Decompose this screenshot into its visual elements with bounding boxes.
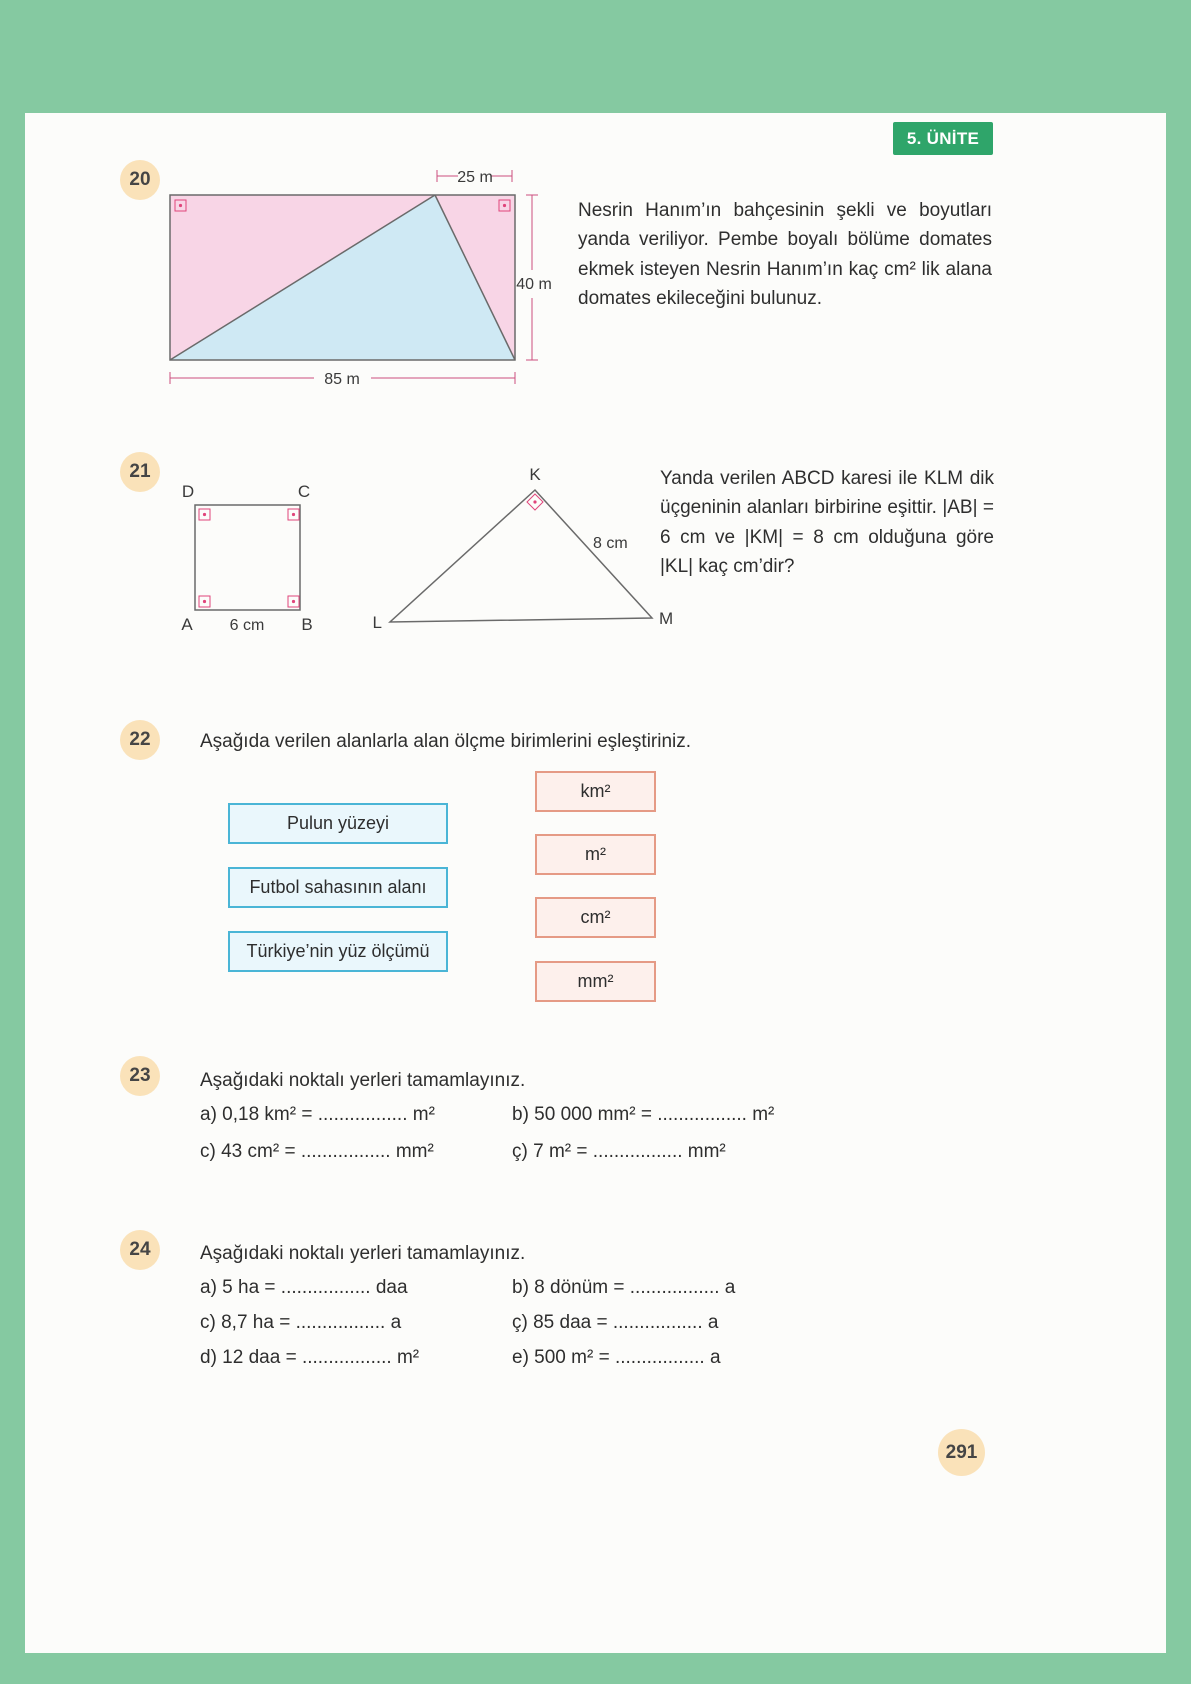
page-number-badge: 291 bbox=[938, 1429, 985, 1476]
garden-figure bbox=[158, 158, 578, 393]
fill-item-24b: b) 8 dönüm = ................. a bbox=[512, 1277, 736, 1298]
unit-box-cm2: cm² bbox=[535, 897, 656, 938]
unit-box-km2: km² bbox=[535, 771, 656, 812]
fill-item-24c: c) 8,7 ha = ................. a bbox=[200, 1312, 402, 1333]
vertex-label-l: L bbox=[372, 613, 382, 632]
square-abcd bbox=[195, 505, 300, 610]
unit-badge: 5. ÜNİTE bbox=[893, 122, 993, 155]
dimension-25m-label: 25 m bbox=[457, 169, 493, 186]
match-item-football-field: Futbol sahasının alanı bbox=[228, 867, 448, 908]
problem-22-instruction: Aşağıda verilen alanlarla alan ölçme birimlerini eşleştiriniz. bbox=[200, 731, 692, 752]
unit-box-m2: m² bbox=[535, 834, 656, 875]
vertex-label-c: C bbox=[297, 482, 311, 501]
square-side-label: 6 cm bbox=[229, 617, 265, 634]
fill-item-23a: a) 0,18 km² = ................. m² bbox=[200, 1104, 435, 1125]
square-corner-markers bbox=[199, 509, 299, 607]
fill-item-24e: e) 500 m² = ................. a bbox=[512, 1347, 721, 1368]
fill-item-23c: c) 43 cm² = ................. mm² bbox=[200, 1141, 434, 1162]
problem-20-text: Nesrin Hanım’ın bahçesinin şekli ve boyutları yanda veriliyor. Pembe boyalı bölüme domates ekmek isteyen Nesrin Hanım’ın kaç cm² lik alana domates ekileceğini bulunuz. bbox=[578, 200, 992, 310]
fill-item-23b: b) 50 000 mm² = ................. m² bbox=[512, 1104, 775, 1125]
problem-20-number: 20 bbox=[120, 160, 160, 200]
triangle-side-label: 8 cm bbox=[593, 535, 628, 552]
vertex-label-d: D bbox=[181, 482, 195, 501]
vertex-label-a: A bbox=[181, 615, 193, 634]
problem-21-text: Yanda verilen ABCD karesi ile KLM dik üçgeninin alanları birbirine eşittir. |AB| = 6 cm ve |KM| = 8 cm olduğuna göre |KL| kaç cm’dir? bbox=[660, 468, 994, 578]
fill-item-24a: a) 5 ha = ................. daa bbox=[200, 1277, 408, 1298]
fill-item-24cc: ç) 85 daa = ................. a bbox=[512, 1312, 719, 1333]
square-triangle-figure bbox=[158, 452, 688, 647]
problem-21-number: 21 bbox=[120, 452, 160, 492]
problem-22-number: 22 bbox=[120, 720, 160, 760]
triangle-klm bbox=[390, 490, 652, 622]
match-item-stamp-surface: Pulun yüzeyi bbox=[228, 803, 448, 844]
vertex-label-m: M bbox=[659, 609, 674, 628]
unit-box-mm2: mm² bbox=[535, 961, 656, 1002]
problem-24-number: 24 bbox=[120, 1230, 160, 1270]
problem-23-number: 23 bbox=[120, 1056, 160, 1096]
fill-item-23cc: ç) 7 m² = ................. mm² bbox=[512, 1141, 726, 1162]
fill-item-24d: d) 12 daa = ................. m² bbox=[200, 1347, 420, 1368]
dimension-40m-label: 40 m bbox=[516, 276, 552, 293]
vertex-label-b: B bbox=[301, 615, 313, 634]
dimension-85m-label: 85 m bbox=[324, 371, 360, 388]
problem-24-instruction: Aşağıdaki noktalı yerleri tamamlayınız. bbox=[200, 1243, 526, 1264]
match-item-turkey-area: Türkiye’nin yüz ölçümü bbox=[228, 931, 448, 972]
problem-23-instruction: Aşağıdaki noktalı yerleri tamamlayınız. bbox=[200, 1070, 526, 1091]
vertex-label-k: K bbox=[529, 465, 541, 484]
